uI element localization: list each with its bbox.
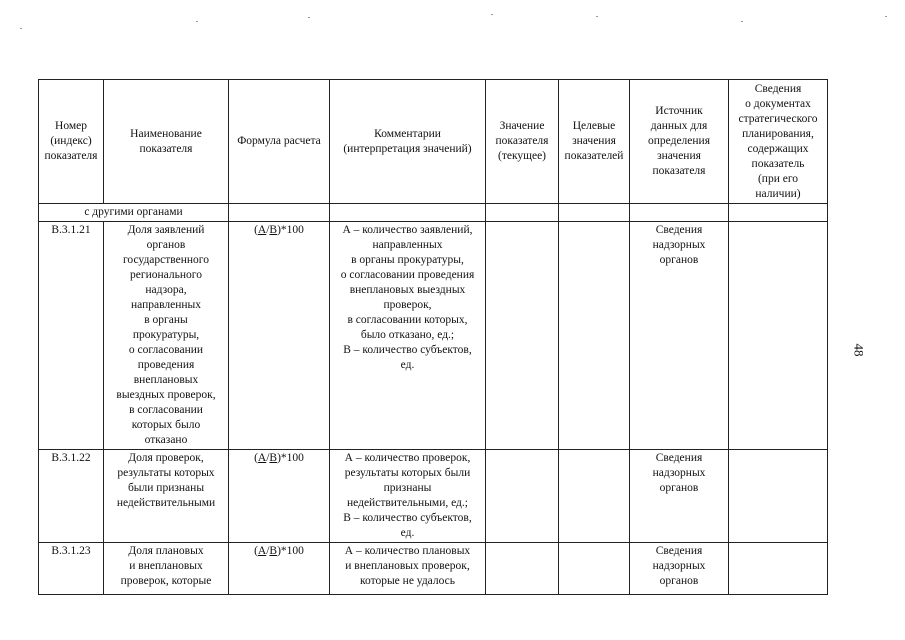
indicator-formula [229, 543, 330, 595]
indicator-name-line: государственного [123, 254, 209, 266]
continuation-text: с другими органами [39, 204, 229, 222]
indicator-target-value [559, 222, 630, 450]
header-target-values [559, 80, 630, 204]
header-line: показатель [751, 157, 805, 170]
header-line: Источник [655, 105, 703, 117]
continuation-cell [630, 204, 729, 222]
formula-b: В [269, 452, 278, 464]
indicator-comment-line: о согласовании проведения [340, 269, 475, 281]
header-line: Значение [499, 120, 545, 132]
formula-slash: / [266, 545, 270, 557]
indicator-data-source-line: Сведения [655, 224, 703, 236]
indicator-comment-line: и внеплановых проверок, [345, 560, 470, 572]
indicator-name-line: результаты которых [117, 467, 215, 479]
indicator-table [38, 79, 828, 595]
header-name [104, 80, 229, 204]
header-line: (интерпретация значений) [343, 142, 472, 155]
indicator-name-line: органов [146, 239, 186, 251]
formula-paren: ( [254, 452, 258, 464]
indicator-strategic-doc [729, 450, 828, 543]
page-number: 48 [851, 343, 867, 357]
indicator-formula [229, 450, 330, 543]
indicator-comment-line: которые не удалось [359, 575, 456, 587]
formula-suffix: )*100 [277, 452, 304, 464]
indicator-current-value [486, 450, 559, 543]
header-line: определения [647, 135, 710, 147]
indicator-strategic-doc [729, 543, 828, 595]
formula-paren: ( [254, 545, 258, 557]
indicator-data-source-line: органов [659, 254, 699, 266]
indicator-target-value [559, 543, 630, 595]
indicator-comment-line: ед. [400, 359, 415, 371]
indicator-data-source-line: органов [659, 482, 699, 494]
indicator-code: В.3.1.23 [39, 543, 104, 595]
indicator-data-source [630, 450, 729, 543]
indicator-name-line: регионального [130, 269, 202, 281]
header-data-source [630, 80, 729, 204]
header-line: Номер [55, 120, 87, 132]
indicator-data-source-line: Сведения [655, 545, 703, 557]
header-line: содержащих [747, 142, 809, 155]
header-line: Целевые [572, 120, 616, 132]
continuation-row [39, 204, 828, 222]
header-line: о документах [745, 97, 811, 110]
header-line: наличии) [755, 187, 801, 200]
indicator-data-source-line: надзорных [652, 560, 706, 572]
formula-slash: / [266, 224, 270, 236]
indicator-name-line: внеплановых [133, 374, 199, 386]
indicator-comment-line: В – количество субъектов, [343, 512, 472, 524]
scan-speck [308, 17, 310, 18]
formula-b: В [269, 545, 278, 557]
indicator-name-line: и внеплановых [129, 560, 203, 572]
header-line: данных для [650, 120, 708, 132]
indicator-name-line: проверок, которые [120, 575, 212, 587]
indicator-name-line: проведения [137, 359, 195, 371]
indicator-comment-line: А – количество проверок, [344, 452, 471, 464]
indicator-comment-line: в согласовании которых, [347, 314, 468, 326]
indicator-comment-line: в органы прокуратуры, [351, 254, 464, 266]
header-line: (индекс) [50, 135, 92, 147]
indicator-comment-line: недействительными, ед.; [347, 497, 468, 509]
continuation-cell [729, 204, 828, 222]
header-line: Наименование [130, 127, 202, 140]
continuation-cell [229, 204, 330, 222]
indicator-comment-line: было отказано, ед.; [360, 329, 455, 341]
indicator-target-value [559, 450, 630, 543]
continuation-cell [330, 204, 486, 222]
header-line: показателя [44, 150, 98, 162]
formula-suffix: )*100 [277, 545, 304, 557]
header-strategic-docs [729, 80, 828, 204]
indicator-name-line: отказано [144, 434, 188, 446]
header-line: значения [572, 135, 616, 147]
indicator-comment-line: А – количество плановых [344, 545, 471, 557]
formula-b: В [269, 224, 278, 236]
formula-slash: / [266, 452, 270, 464]
formula-a: А [257, 452, 267, 464]
indicator-current-value [486, 222, 559, 450]
indicator-data-source [630, 222, 729, 450]
table-header-row [39, 80, 828, 204]
header-line: стратегического [738, 112, 818, 125]
header-line: Комментарии [374, 127, 441, 140]
scan-speck [596, 16, 598, 17]
indicator-name [104, 222, 229, 450]
indicator-strategic-doc [729, 222, 828, 450]
indicator-comment [330, 450, 486, 543]
header-line: показателя [652, 165, 706, 177]
header-line: показателя [139, 142, 193, 155]
indicator-name-line: о согласовании [128, 344, 204, 356]
indicator-data-source-line: Сведения [655, 452, 703, 464]
formula-paren: ( [254, 224, 258, 236]
indicator-comment-line: признаны [383, 482, 432, 494]
header-comments [330, 80, 486, 204]
header-line: Сведения [754, 82, 802, 95]
indicator-comment-line: А – количество заявлений, [342, 224, 473, 236]
indicator-comment [330, 543, 486, 595]
indicator-name-line: Доля проверок, [128, 452, 204, 464]
header-line: значения [657, 150, 701, 162]
indicator-name-line: которых было [131, 419, 201, 431]
indicator-name-line: направленных [130, 299, 202, 311]
table-row [39, 222, 828, 450]
header-line: (при его [757, 172, 799, 185]
scan-speck [741, 21, 743, 22]
indicator-name-line: недействительными [116, 497, 216, 509]
scan-speck [491, 14, 493, 15]
indicator-name-line: Доля заявлений [127, 224, 205, 236]
header-index [39, 80, 104, 204]
scan-speck [20, 28, 22, 29]
indicator-comment-line: результаты которых были [344, 467, 471, 479]
formula-a: А [257, 545, 267, 557]
scan-speck [196, 21, 198, 22]
indicator-data-source-line: органов [659, 575, 699, 587]
continuation-cell [559, 204, 630, 222]
indicator-name-line: прокуратуры, [132, 329, 200, 341]
header-line: планирования, [742, 127, 814, 140]
indicator-code: В.3.1.22 [39, 450, 104, 543]
header-line: показателей [564, 150, 624, 162]
indicator-name [104, 450, 229, 543]
indicator-name-line: в органы [144, 314, 188, 326]
scan-speck [885, 16, 887, 17]
indicator-name-line: выездных проверок, [116, 389, 216, 401]
indicator-comment-line: В – количество субъектов, [343, 344, 472, 356]
indicator-name [104, 543, 229, 595]
indicator-name-line: надзора, [145, 284, 187, 296]
indicator-data-source [630, 543, 729, 595]
formula-suffix: )*100 [277, 224, 304, 236]
indicator-code: В.3.1.21 [39, 222, 104, 450]
header-line: Формула расчета [237, 135, 321, 147]
table-row [39, 543, 828, 595]
indicator-name-line: были признаны [127, 482, 205, 494]
indicator-comment-line: внеплановых выездных [349, 284, 466, 296]
header-formula [229, 80, 330, 204]
table-row [39, 450, 828, 543]
continuation-cell [486, 204, 559, 222]
indicator-comment-line: направленных [372, 239, 443, 251]
indicator-name-line: в согласовании [129, 404, 203, 416]
indicator-data-source-line: надзорных [652, 239, 706, 251]
header-line: показателя [495, 135, 549, 147]
indicator-comment-line: ед. [400, 527, 415, 539]
header-current-value [486, 80, 559, 204]
indicator-current-value [486, 543, 559, 595]
indicator-comment [330, 222, 486, 450]
indicator-name-line: Доля плановых [128, 545, 204, 557]
indicator-formula [229, 222, 330, 450]
header-line: (текущее) [497, 150, 547, 162]
indicator-comment-line: проверок, [383, 299, 432, 311]
formula-a: А [257, 224, 267, 236]
indicator-data-source-line: надзорных [652, 467, 706, 479]
